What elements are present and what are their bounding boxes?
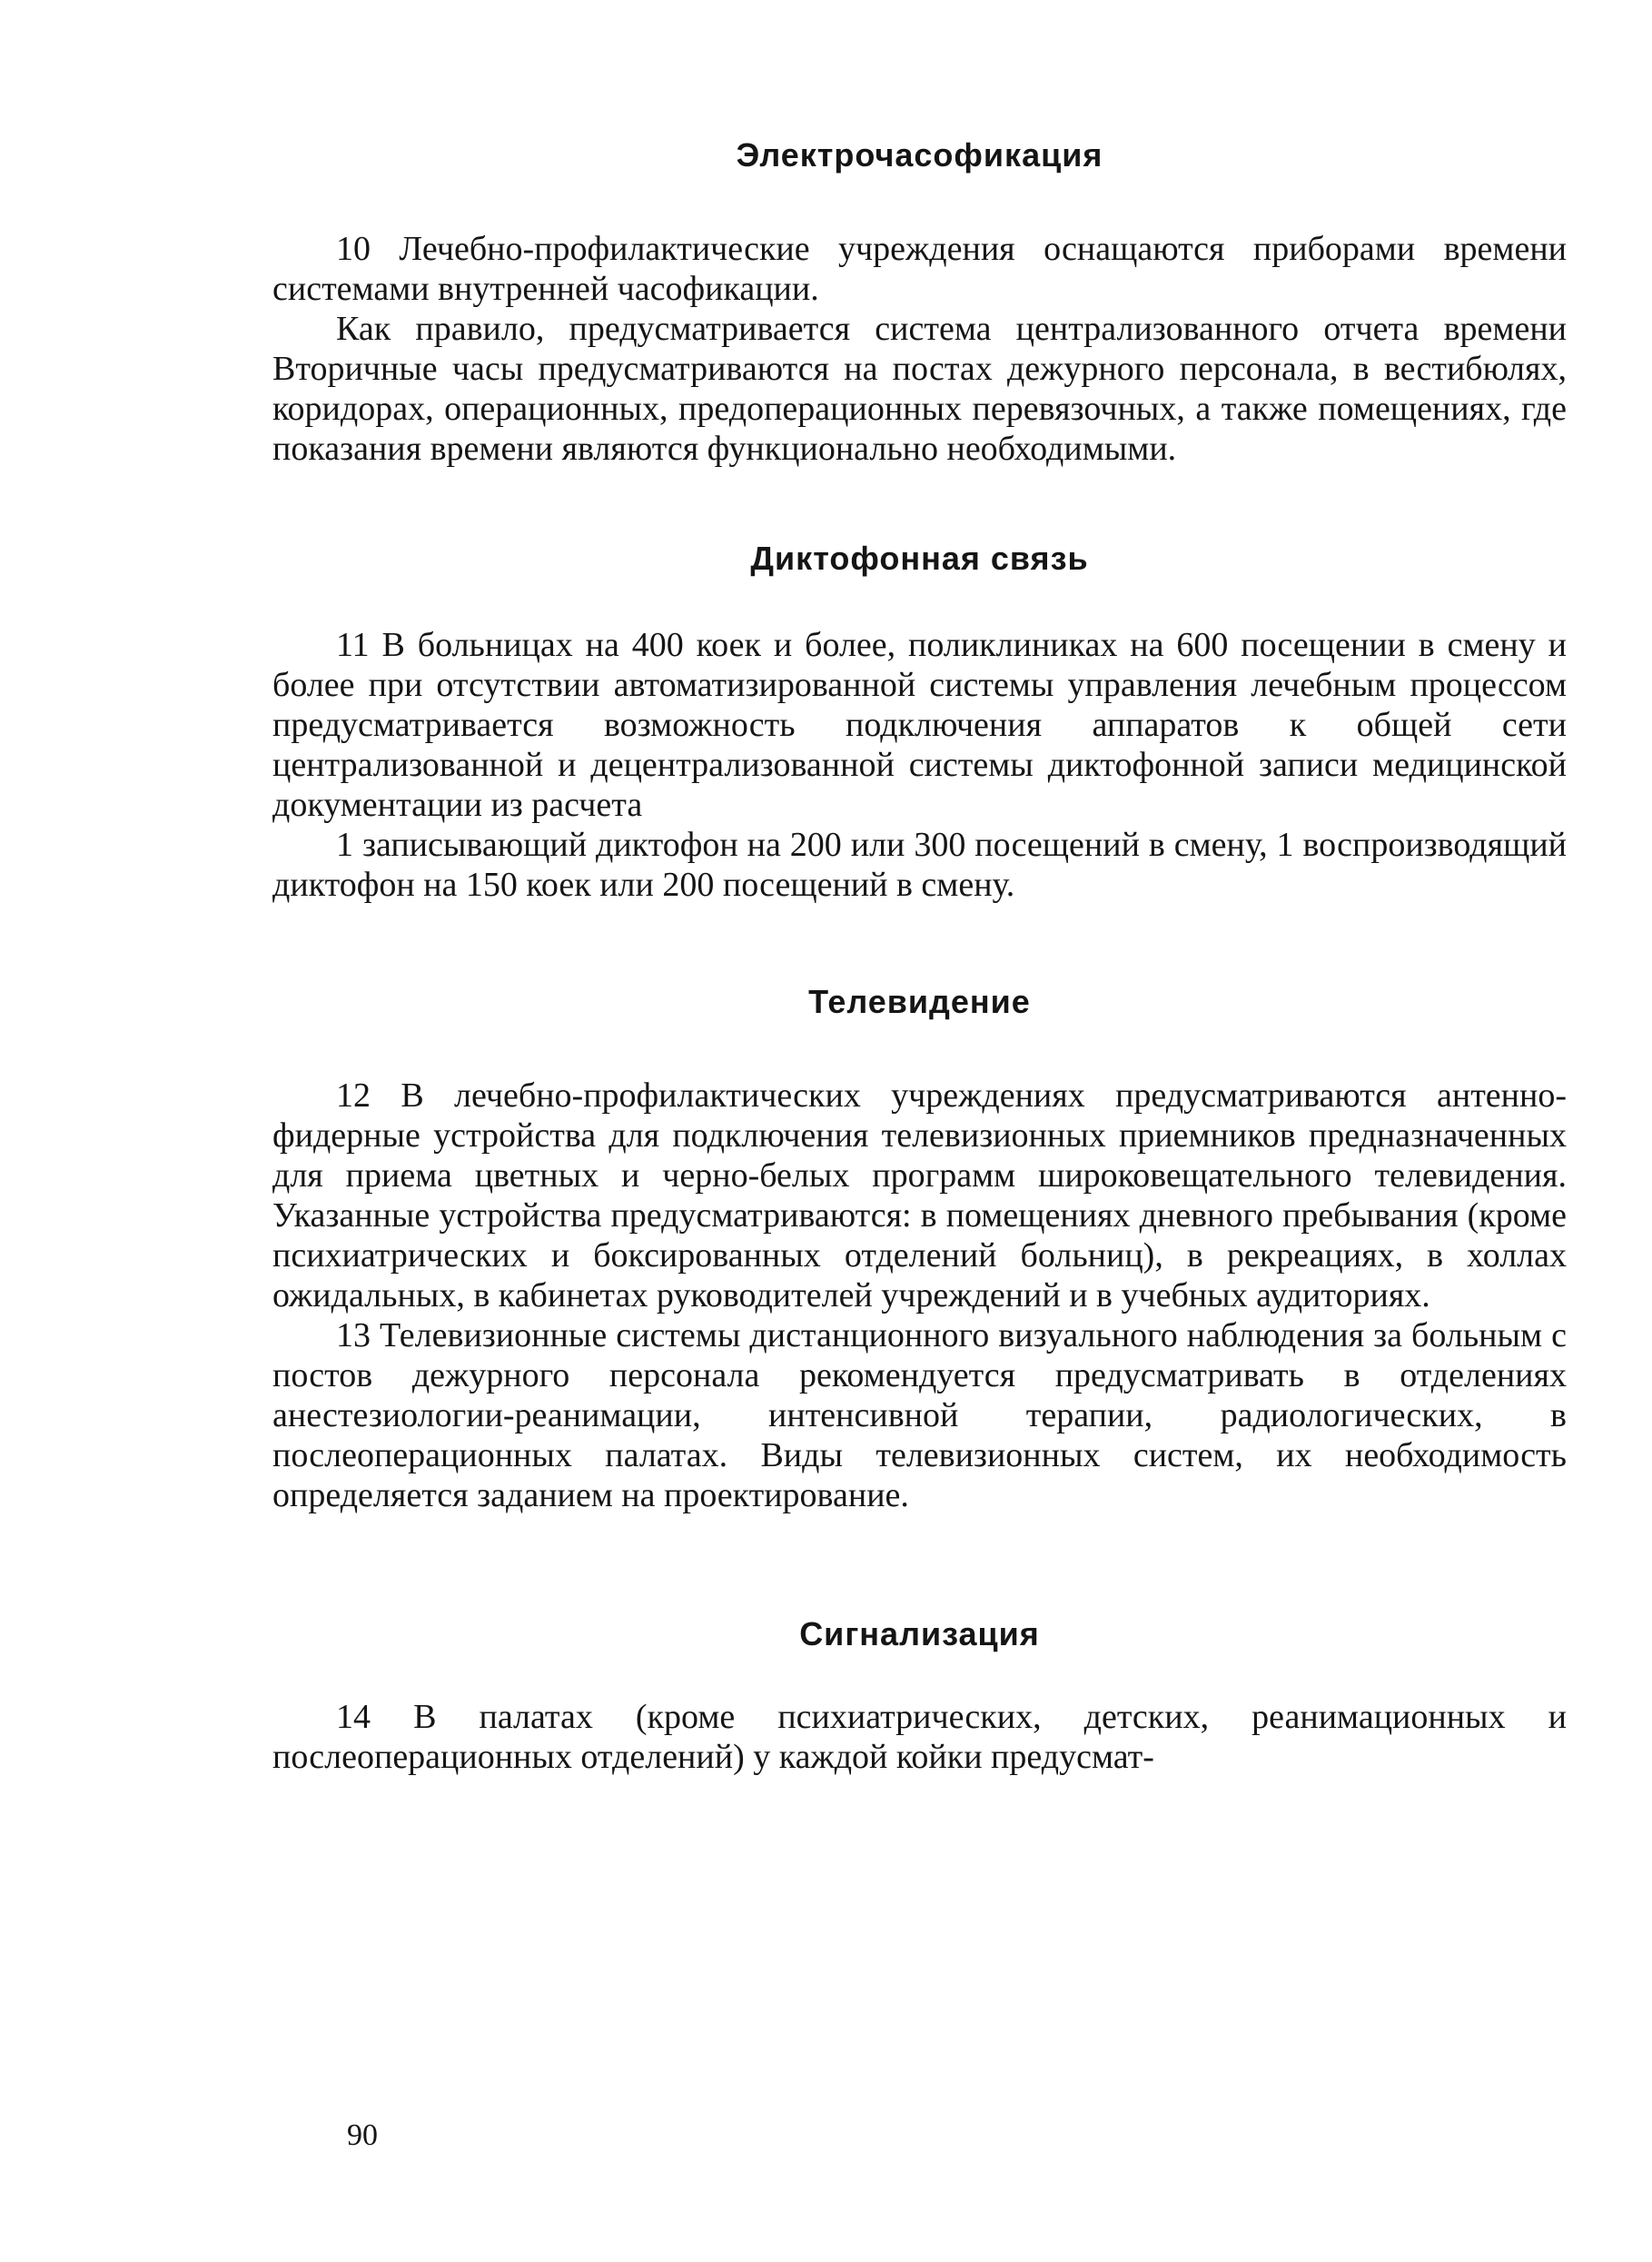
- section-heading: Сигнализация: [799, 1615, 1040, 1652]
- section-heading: Телевидение: [808, 983, 1031, 1020]
- paragraph: 1 записывающий диктофон на 200 или 300 посещений в смену, 1 воспроизводящий диктофон на 150 коек или 200 посещений в смену.: [272, 826, 1567, 904]
- paragraph: 10 Лечебно-профилактические учреждения оснащаются приборами времени системами внутренней часофикации.: [272, 230, 1567, 308]
- section-heading: Электрочасофикация: [736, 136, 1103, 174]
- section-dictaphone: [272, 540, 1567, 905]
- page-number: 90: [347, 2118, 378, 2152]
- paragraph: 11 В больницах на 400 коек и более, поликлиниках на 600 посещении в смену и более при отсутствии автоматизированной системы управления лечебным процессом предусматривается возможность подключения аппаратов к общей сети централизованной и децентрализованной системы диктофонной записи медицинской документации из расчета: [272, 626, 1567, 824]
- paragraph: Как правило, предусматривается система централизованного отчета времени Вторичные часы предусматриваются на постах дежурного персонала, в вестибюлях, коридорах, операционных, предоперационных перевязочных, а также помещениях, где показания времени являются функционально необходимыми.: [272, 310, 1567, 468]
- paragraph: 12 В лечебно-профилактических учреждениях предусматриваются антенно-фидерные устройства для подключения телевизионных приемников предназначенных для приема цветных и черно-белых программ широковещательного телевидения. Указанные устройства предусматриваются: в помещениях дневного пребывания (кроме психиатрических и боксированных отделений больниц), в рекреациях, в холлах ожидальных, в кабинетах руководителей учреждений и в учебных аудиториях.: [272, 1076, 1567, 1315]
- section-television: [272, 983, 1567, 1515]
- paragraph: 14 В палатах (кроме психиатрических, детских, реанимационных и послеоперационных отделений) у каждой койки предусмат-: [272, 1698, 1567, 1776]
- section-signaling: [272, 1615, 1567, 1777]
- section-heading: Диктофонная связь: [750, 540, 1089, 577]
- page-content: [272, 136, 1567, 1777]
- paragraph: 13 Телевизионные системы дистанционного визуального наблюдения за больным с постов дежурного персонала рекомендуется предусматривать в отделениях анестезиологии-реанимации, интенсивной терапии, радиологических, в послеоперационных палатах. Виды телевизионных систем, их необходимость определяется заданием на проектирование.: [272, 1316, 1567, 1514]
- section-clock-system: [272, 136, 1567, 469]
